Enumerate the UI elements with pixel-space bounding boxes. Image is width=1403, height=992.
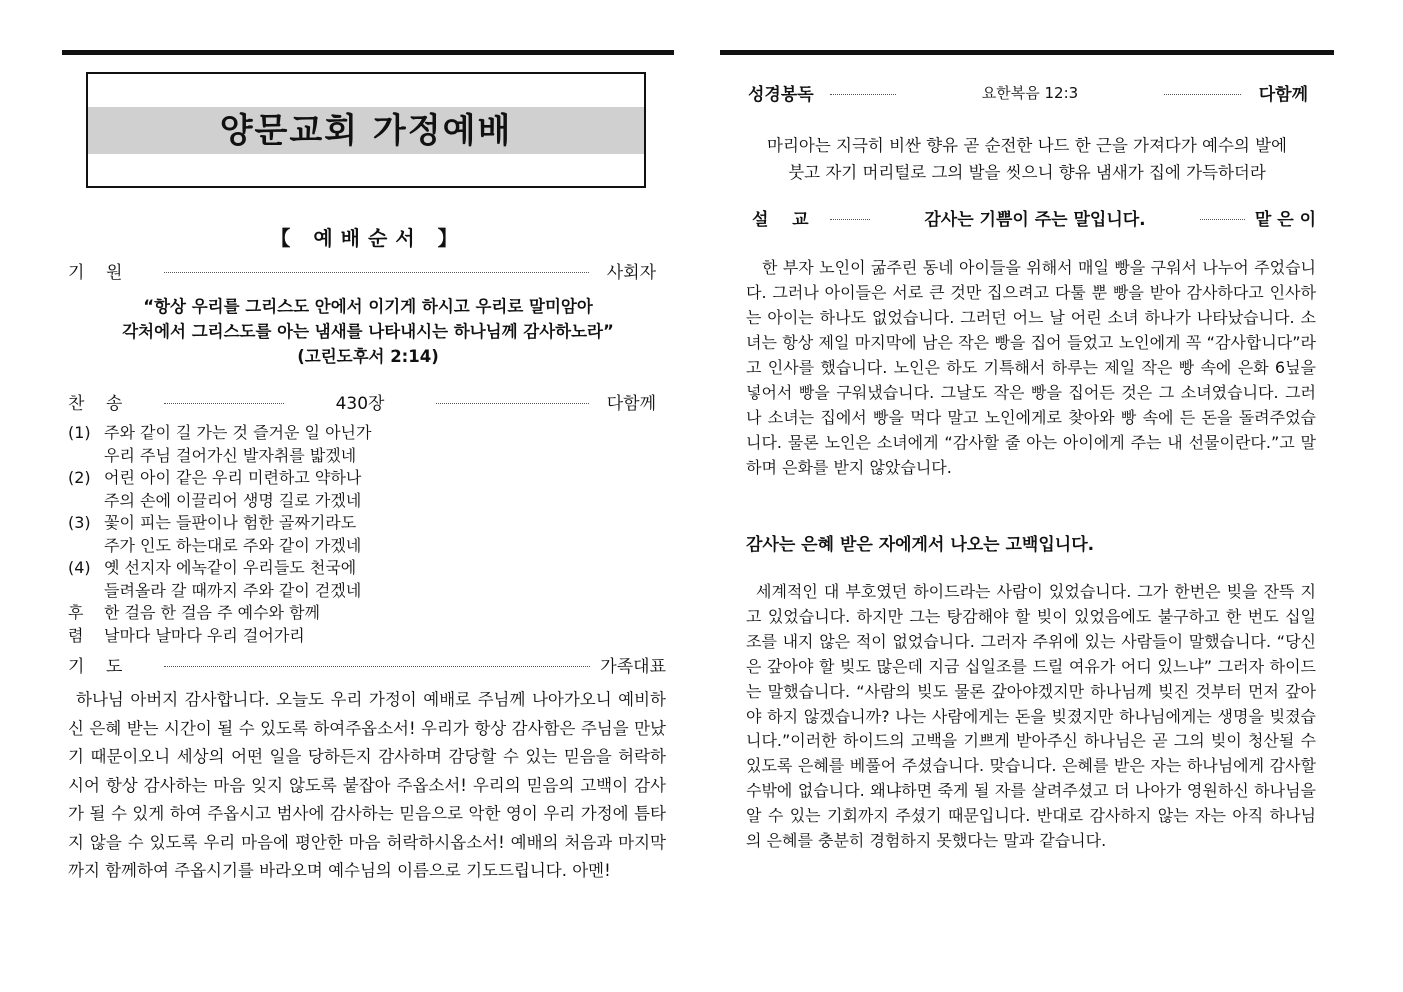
verse-line: 붓고 자기 머리털로 그의 발을 씻으니 향유 냄새가 집에 가득하더라 <box>788 163 1266 182</box>
verse-number <box>68 490 104 513</box>
verse-number: (3) <box>68 513 91 532</box>
invocation-label: 기 원 <box>68 262 123 283</box>
hymn-line <box>68 602 371 625</box>
leader-dots <box>830 94 896 95</box>
invocation-row <box>68 258 656 282</box>
hymn-line <box>68 625 371 648</box>
left-top-rule <box>62 50 674 55</box>
lyric-text: 주가 인도 하는대로 주와 같이 가겠네 <box>104 535 362 555</box>
verse-number: (1) <box>68 423 91 442</box>
reading-role: 다함께 <box>1258 84 1308 105</box>
right-top-rule <box>720 50 1334 55</box>
lyric-text: 옛 선지자 에녹같이 우리들도 천국에 <box>104 558 357 577</box>
reading-verse <box>720 132 1334 186</box>
verse-reference: (고린도후서 2:14) <box>297 347 439 366</box>
invocation-role: 사회자 <box>606 262 656 283</box>
lyric-text: 우리 주님 걸어가신 발자취를 밟겠네 <box>104 445 357 465</box>
right-page <box>720 0 1334 992</box>
lyric-text: 주와 같이 길 가는 것 즐거운 일 아닌가 <box>104 423 372 442</box>
hymn-row <box>68 389 656 413</box>
lyric-text: 날마다 날마다 우리 걸어가리 <box>104 625 305 645</box>
prayer-label: 기 도 <box>68 656 123 677</box>
lyric-text: 들려올라 갈 때까지 주와 같이 걷겠네 <box>104 580 362 600</box>
lyric-text: 꽃이 피는 들판이나 험한 골짜기라도 <box>104 513 357 532</box>
reading-row <box>748 80 1308 104</box>
hymn-line <box>68 557 371 580</box>
verse-number <box>68 445 104 468</box>
verse-number: 후 <box>68 603 84 622</box>
sermon-paragraph-1: 한 부자 노인이 굶주린 동네 아이들을 위해서 매일 빵을 구워서 나누어 주었습니다. 그러나 아이들은 서로 큰 것만 집으려고 다툴 뿐 빵을 받아 감사하다고 인사하는 아이는 하나도 없었습니다. 그러던 어느 날 어린 소녀 하나가 나타났습니다. 소녀는 항상 제일 마지막에 남은 작은 빵을 집어 들었고 노인에게 꼭 “감사합니다”라고 인사를 했습니다. 노인은 하도 기특해서 하루는 제일 작은 빵 속에 은화 6닢을 넣어서 빵을 구워냈습니다. 그날도 작은 빵을 집어든 것은 그 소녀였습니다. 그러나 소녀는 집에서 빵을 먹다 말고 노인에게로 찾아와 빵 속에 든 돈을 돌려주었습니다. 물론 노인은 소녀에게 “감사할 줄 아는 아이에게 주는 내 선물이란다.”고 말하며 은화를 받지 않았습니다. <box>746 258 1316 477</box>
title-box <box>86 72 646 188</box>
leader-dots <box>1164 94 1241 95</box>
reading-ref: 요한복음 12:3 <box>981 83 1079 102</box>
hymn-line <box>68 535 371 558</box>
leader-dots <box>1200 219 1245 220</box>
verse-line: 마리아는 지극히 비싼 향유 곧 순전한 나드 한 근을 가져다가 예수의 발에 <box>767 136 1287 155</box>
verse-line: 각처에서 그리스도를 아는 냄새를 나타내시는 하나님께 감사하노라” <box>122 322 614 341</box>
invocation-verse <box>62 294 674 369</box>
sermon-subheading: 감사는 은혜 받은 자에게서 나오는 고백입니다. <box>746 534 1095 555</box>
lyric-text: 어린 아이 같은 우리 미련하고 약하나 <box>104 468 362 487</box>
left-page <box>62 0 674 992</box>
page-title: 양문교회 가정예배 <box>219 111 513 151</box>
sermon-role: 맡 은 이 <box>1254 209 1316 230</box>
sermon-label: 설 교 <box>752 209 809 230</box>
leader-dots <box>164 272 589 273</box>
verse-number <box>68 580 104 603</box>
hymn-number: 430장 <box>335 393 385 414</box>
verse-number: 렴 <box>68 625 84 645</box>
leader-dots <box>830 219 870 220</box>
verse-number: (2) <box>68 468 91 487</box>
order-heading: 【 예배순서 】 <box>270 226 466 250</box>
verse-line: “항상 우리를 그리스도 안에서 이기게 하시고 우리로 말미암아 <box>143 297 593 316</box>
verse-number: (4) <box>68 558 91 577</box>
hymn-label: 찬 송 <box>68 393 123 414</box>
leader-dots <box>436 403 589 404</box>
hymn-line <box>68 490 371 513</box>
verse-number <box>68 535 104 558</box>
hymn-lyrics <box>68 422 371 647</box>
hymn-line <box>68 580 371 603</box>
reading-label: 성경봉독 <box>748 84 814 105</box>
leader-dots <box>164 403 284 404</box>
sermon-row <box>752 205 1316 229</box>
leader-dots <box>164 666 590 667</box>
prayer-role: 가족대표 <box>600 656 666 677</box>
sermon-paragraph-2: 세계적인 대 부호였던 하이드라는 사람이 있었습니다. 그가 한번은 빚을 잔뜩 지고 있었습니다. 하지만 그는 탕감해야 할 빚이 있었음에도 불구하고 한 번도 십일조를 내지 않은 적이 없었습니다. 그러자 주위에 있는 사람들이 말했습니다. “당신은 갚아야 할 빚도 많은데 지금 십일조를 드릴 여유가 어디 있느냐” 그러자 하이드는 말했습니다. “사람의 빚도 물론 갚아야겠지만 하나님께 빚진 것부터 먼저 갚아야 하지 않겠습니까? 나는 사람에게는 돈을 빚졌지만 하나님에게는 생명을 빚졌습니다.”이러한 하이드의 고백을 기쁘게 받아주신 하나님은 곧 그의 빚이 청산될 수 있도록 은혜를 베풀어 주셨습니다. 맞습니다. 은혜를 받은 자는 하나님에게 감사할 수밖에 없습니다. 왜냐하면 죽게 될 자를 살려주셨고 더 나아가 영원하신 하나님을 알 수 있는 기회까지 주셨기 때문입니다. 반대로 감사하지 않는 자는 아직 하나님의 은혜를 충분히 경험하지 못했다는 말과 같습니다. <box>746 582 1316 851</box>
prayer-text: 하나님 아버지 감사합니다. 오늘도 우리 가정이 예배로 주님께 나아가오니 예비하신 은혜 받는 시간이 될 수 있도록 하여주옵소서! 우리가 항상 감사함은 주님을 만났기 때문이오니 세상의 어떤 일을 당하든지 감사하며 감당할 수 있는 믿음을 허락하시어 항상 감사하는 마음 잊지 않도록 붙잡아 주옵소서! 우리의 믿음의 고백이 감사가 될 수 있게 하여 주옵시고 범사에 감사하는 믿음으로 악한 영이 우리 가정에 틈타지 않을 수 있도록 우리 마음에 평안한 마음 허락하시옵소서! 예배의 처음과 마지막까지 함께하여 주옵시기를 바라오며 예수님의 이름으로 기도드립니다. 아멘! <box>68 690 666 880</box>
prayer-row <box>68 652 666 676</box>
hymn-line <box>68 422 371 445</box>
hymn-line <box>68 467 371 490</box>
lyric-text: 한 걸음 한 걸음 주 예수와 함께 <box>104 603 320 622</box>
hymn-line <box>68 445 371 468</box>
sermon-title: 감사는 기쁨이 주는 말입니다. <box>924 209 1146 230</box>
hymn-line <box>68 512 371 535</box>
lyric-text: 주의 손에 이끌리어 생명 길로 가겠네 <box>104 490 362 510</box>
hymn-role: 다함께 <box>606 393 656 414</box>
